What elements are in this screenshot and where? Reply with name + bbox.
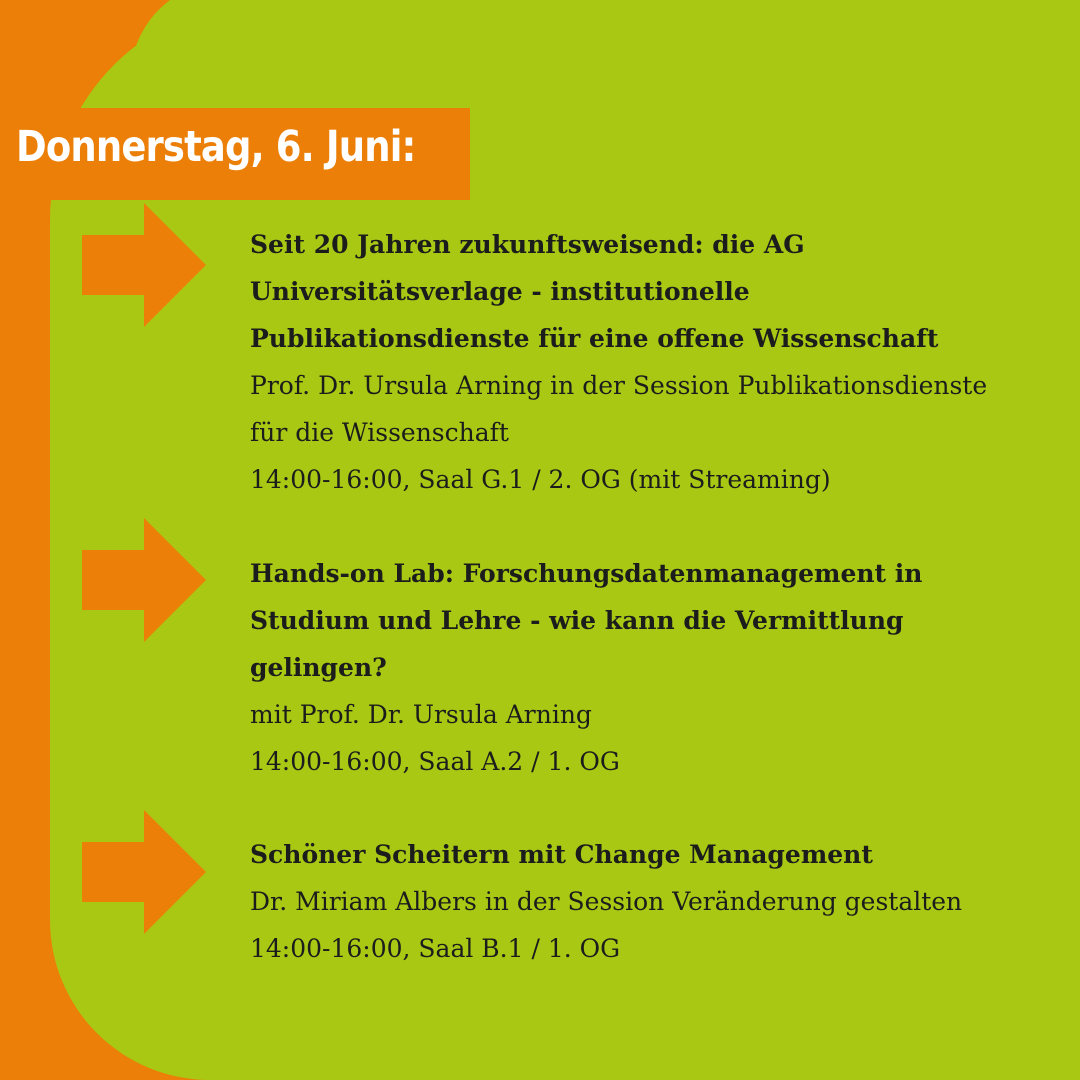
event-speaker: mit Prof. Dr. Ursula Arning — [250, 700, 592, 729]
event-speaker: Dr. Miriam Albers in der Session Veränderung gestalten — [250, 887, 963, 916]
event-time-location: 14:00-16:00, Saal G.1 / 2. OG (mit Streaming) — [250, 465, 831, 494]
event-title: Studium und Lehre - wie kann die Vermittlung — [250, 606, 904, 635]
date-heading: Donnerstag, 6. Juni: — [16, 122, 416, 172]
event-title: Seit 20 Jahren zukunftsweisend: die AG — [250, 230, 805, 259]
event-title: Schöner Scheitern mit Change Management — [250, 840, 873, 869]
arrow-right-icon — [82, 518, 206, 642]
event-time-location: 14:00-16:00, Saal B.1 / 1. OG — [250, 934, 621, 963]
event-title: Hands-on Lab: Forschungsdatenmanagement in — [250, 559, 923, 588]
event-speaker: Prof. Dr. Ursula Arning in der Session Publikationsdienste — [250, 371, 988, 400]
event-3 — [250, 831, 1060, 972]
event-title: Universitätsverlage - institutionelle — [250, 277, 750, 306]
event-time-location: 14:00-16:00, Saal A.2 / 1. OG — [250, 747, 620, 776]
event-speaker: für die Wissenschaft — [250, 418, 509, 447]
event-1 — [250, 221, 1060, 503]
arrow-right-icon — [82, 810, 206, 934]
arrow-right-icon — [82, 203, 206, 327]
event-title: Publikationsdienste für eine offene Wissenschaft — [250, 324, 939, 353]
event-title: gelingen? — [250, 653, 387, 682]
event-2 — [250, 550, 1060, 785]
